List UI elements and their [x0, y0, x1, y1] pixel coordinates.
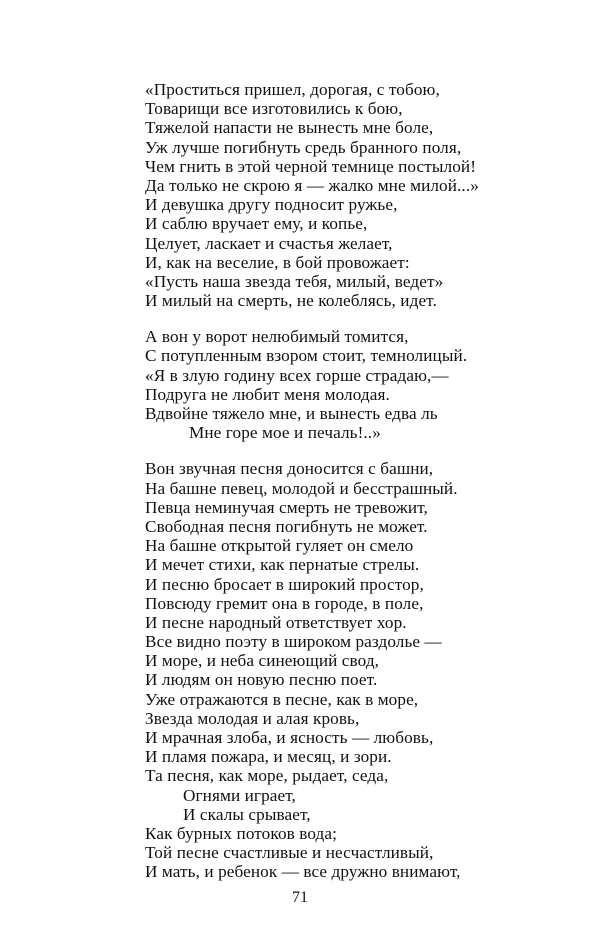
poem-line: «Я в злую годину всех горше страдаю,—: [145, 365, 449, 385]
poem-line: «Проститься пришел, дорогая, с тобою,: [145, 80, 440, 99]
poem-line: «Пусть наша звезда тебя, милый, ведет»: [145, 271, 444, 291]
poem-line: Подруга не любит меня молодая.: [145, 384, 390, 404]
poem-line: Певца неминучая смерть не тревожит,: [145, 497, 428, 517]
stanza-3: [145, 459, 565, 881]
poem-line: И людям он новую песню поет.: [145, 670, 378, 690]
page-number: 71: [292, 889, 308, 906]
poem-line: Как бурных потоков вода;: [145, 823, 337, 843]
poem-line: И мать, и ребенок — все дружно внимают,: [145, 862, 461, 882]
poem-line: Мне горе мое и печаль!..»: [189, 423, 381, 443]
poem-text: [145, 80, 565, 899]
stanza-1: [145, 80, 565, 310]
poem-line: Вон звучная песня доносится с башни,: [145, 459, 434, 479]
poem-line: Свободная песня погибнуть не может.: [145, 516, 428, 536]
poem-line: Повсюду гремит она в городе, в поле,: [145, 593, 424, 613]
poem-line: Да только не скрою я — жалко мне милой...»: [145, 175, 479, 195]
poem-line: Вдвойне тяжело мне, и вынесть едва ль: [145, 404, 438, 423]
stanza-2: [145, 327, 565, 442]
poem-line: И саблю вручает ему, и копье,: [145, 214, 368, 234]
poem-line: И мечет стихи, как пернатые стрелы.: [145, 555, 420, 575]
poem-line: И девушка другу подносит ружье,: [145, 195, 398, 215]
poem-line: И песне народный ответствует хор.: [145, 612, 407, 632]
poem-line: Чем гнить в этой черной темнице постылой!: [145, 156, 477, 176]
poem-line: Тяжелой напасти не вынесть мне боле,: [145, 118, 434, 138]
poem-line: Той песне счастливые и несчастливый,: [145, 843, 434, 863]
poem-line: И, как на веселие, в бой провожает:: [145, 252, 410, 272]
poem-line: И скалы срывает,: [183, 804, 311, 824]
poem-line: И море, и неба синеющий свод,: [145, 651, 380, 671]
poem-line: С потупленным взором стоит, темнолицый.: [145, 346, 468, 366]
poem-line: Звезда молодая и алая кровь,: [145, 708, 360, 728]
poem-line: Товарищи все изготовились к бою,: [145, 99, 403, 119]
poem-line: И песню бросает в широкий простор,: [145, 574, 424, 594]
poem-line: А вон у ворот нелюбимый томится,: [145, 327, 409, 347]
poem-line: Огнями играет,: [183, 785, 296, 805]
poem-line: Уже отражаются в песне, как в море,: [145, 689, 419, 709]
poem-line: И мрачная злоба, и ясность — любовь,: [145, 728, 434, 747]
poem-line: Уж лучше погибнуть средь бранного поля,: [145, 137, 462, 157]
poem-line: И милый на смерть, не колеблясь, идет.: [145, 291, 437, 311]
poem-line: Та песня, как море, рыдает, седа,: [145, 766, 389, 786]
poem-line: На башне открытой гуляет он смело: [145, 536, 414, 556]
poem-line: Все видно поэту в широком раздолье —: [145, 632, 442, 652]
poem-line: Целует, ласкает и счастья желает,: [145, 233, 393, 253]
poem-line: И пламя пожара, и месяц, и зори.: [145, 747, 392, 767]
poem-line: На башне певец, молодой и бесстрашный.: [145, 478, 458, 498]
